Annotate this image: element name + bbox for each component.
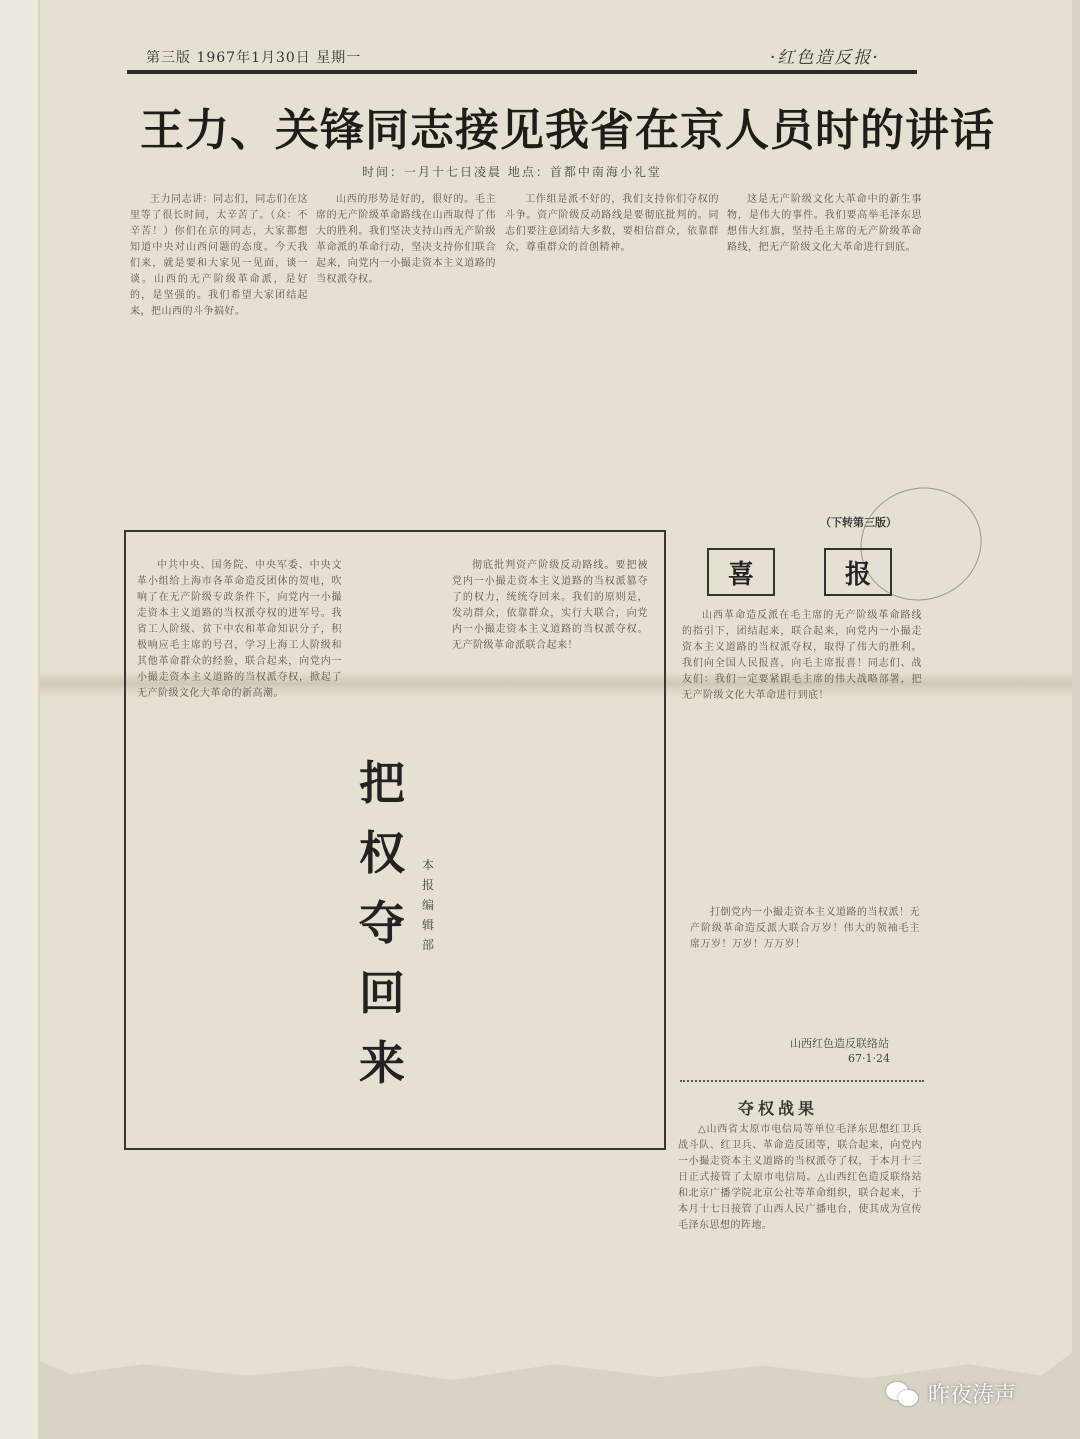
editorial-right-column: 彻底批判资产阶级反动路线。要把被党内一小撮走资本主义道路的当权派篡夺了的权力，统统夺回来。我们的原则是，发动群众，依靠群众，实行大联合，向党内一小撮走资本主义道路的当权派夺权。无产阶级革命派联合起来！ [452,560,648,651]
duoquan-title: 夺权战果 [738,1099,819,1118]
byline-char: 辑 [421,918,434,932]
xibao-char-box: 喜 [707,548,775,596]
xibao-signer: 山西红色造反联络站 [790,1037,889,1050]
xibao-text: 山西革命造反派在毛主席的无产阶级革命路线的指引下，团结起来，联合起来，向党内一小撮走资本主义道路的当权派夺权，取得了伟大的胜利。我们向全国人民报喜，向毛主席报喜！同志们、战友们：我们一定要紧跟毛主席的伟大战略部署，把无产阶级文化大革命进行到底！ [682,610,922,701]
wechat-icon [886,1380,920,1408]
article-column-4: 这是无产阶级文化大革命中的新生事物，是伟大的事件。我们要高举毛泽东思想伟大红旗，坚持毛主席的无产阶级革命路线，把无产阶级文化大革命进行到底。 [727,194,922,253]
continued-note: （下转第三版） [820,516,897,529]
xibao-date: 67·1·24 [848,1052,890,1065]
article-column-3: 工作组是派不好的，我们支持你们夺权的斗争。资产阶级反动路线是要彻底批判的。同志们要注意团结大多数，要相信群众，依靠群众，尊重群众的首创精神。 [505,194,719,253]
editorial-title-char: 夺 [359,896,405,950]
xibao-slogans: 打倒党内一小撮走资本主义道路的当权派！无产阶级革命造反派大联合万岁！伟大的领袖毛主席万岁！万岁！万万岁！ [690,907,920,950]
editorial-title [352,748,412,1098]
section-divider [680,1080,924,1082]
masthead-rule [127,70,917,74]
watermark [886,1378,1016,1409]
byline-char: 本 [421,858,434,872]
editorial-left-column: 中共中央、国务院、中央军委、中央文革小组给上海市各革命造反团体的贺电，吹响了在无产阶级专政条件下，向党内一小撮走资本主义道路的当权派夺权的进军号。我省工人阶级、贫下中农和革命知识分子，积极响应毛主席的号召，学习上海工人阶级和其他革命群众的经验，联合起来，向党内一小撮走资本主义道路的当权派夺权，掀起了无产阶级文化大革命的新高潮。 [137,560,342,699]
editorial-byline [418,855,438,955]
watermark-label: 昨夜涛声 [928,1383,1017,1408]
editorial-title-char: 来 [359,1036,405,1090]
article-column-2: 山西的形势是好的，很好的。毛主席的无产阶级革命路线在山西取得了伟大的胜利。我们坚决支持山西无产阶级革命派的革命行动，坚决支持你们联合起来，向党内一小撮走资本主义道路的当权派夺权。 [316,194,496,285]
byline-char: 编 [421,898,434,912]
article-time-place: 时间：一月十七日凌晨 地点：首都中南海小礼堂 [362,165,662,179]
xibao-char-box: 报 [824,548,892,596]
background-wall [0,0,38,1439]
editorial-title-char: 权 [359,826,405,880]
newspaper-name: ·红色造反报· [770,48,880,68]
editorial-title-char: 回 [359,966,405,1020]
article-column-1: 王力同志讲：同志们，同志们在这里等了很长时间，太辛苦了。（众：不辛苦！）你们在京的同志，大家都想知道中央对山西问题的态度。今天我们来，就是要和大家见一见面，谈一谈。山西的无产阶级革命派，是好的，是坚强的。我们希望大家团结起来，把山西的斗争搞好。 [130,194,308,317]
duoquan-text: △山西省太原市电信局等单位毛泽东思想红卫兵战斗队、红卫兵、革命造反团等，联合起来，向党内一小撮走资本主义道路的当权派夺了权，于本月十三日正式接管了太原市电信局。△山西红色造反联络站和北京广播学院北京公社等革命组织，联合起来，于本月十七日接管了山西人民广播电台，使其成为宣传毛泽东思想的阵地。 [678,1124,922,1231]
issue-info: 第三版 1967年1月30日 星期一 [146,50,362,66]
byline-char: 报 [421,878,434,892]
byline-char: 部 [421,938,434,952]
article-headline: 王力、关锋同志接见我省在京人员时的讲话 [140,105,995,156]
editorial-title-char: 把 [359,756,405,810]
